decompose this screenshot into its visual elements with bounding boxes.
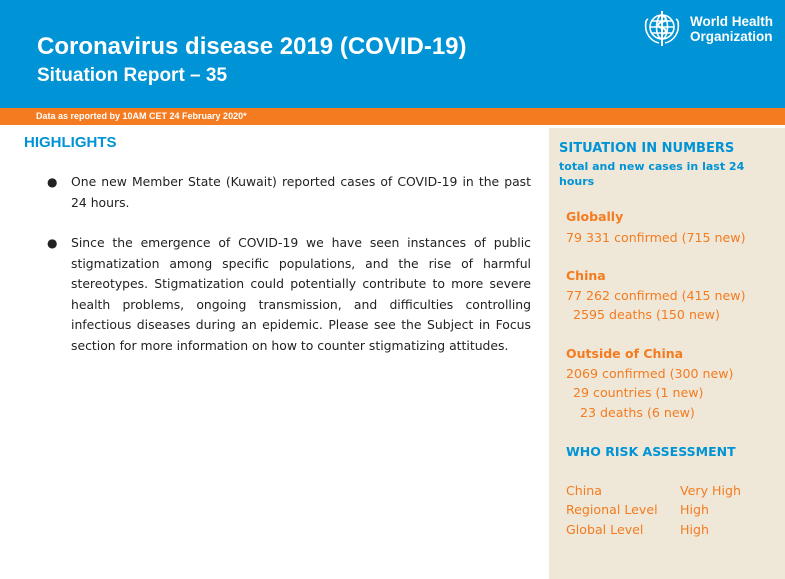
highlights-heading: HIGHLIGHTS [24, 134, 117, 151]
data-note: Data as reported by 10AM CET 24 February 2020* [36, 111, 247, 121]
risk-level-label: Global Level [566, 522, 644, 537]
highlight-item [47, 172, 531, 213]
who-wordmark [690, 14, 773, 44]
bullet-icon: ● [47, 175, 58, 189]
report-subtitle: Situation Report – 35 [37, 65, 228, 86]
risk-heading: WHO RISK ASSESSMENT [566, 444, 736, 459]
risk-row [566, 501, 776, 519]
who-wordmark-line1: World Health [690, 14, 774, 29]
risk-level-value: High [680, 502, 709, 517]
risk-level-label: China [566, 483, 602, 498]
china-title: China [566, 268, 606, 283]
situation-subheading: total and new cases in last 24 hours [559, 160, 745, 188]
highlight-text: Since the emergence of COVID-19 we have seen instances of public stigmatization among specific populations, and the rise of harmful stereotypes. Stigmatization could potentially contribute to more severe health problems, ongoing transmission, and difficulties controlling infectious diseases during an epidemic. Please see the Subject in Focus section for more information on how to counter stigmatizing attitudes. [71, 235, 531, 353]
situation-heading: SITUATION IN NUMBERS [559, 141, 735, 156]
globally-confirmed: 79 331 confirmed (715 new) [566, 230, 746, 245]
risk-row [566, 482, 776, 500]
highlights-list [47, 172, 531, 376]
globally-title: Globally [566, 209, 624, 224]
highlight-item [47, 233, 531, 356]
highlight-text: One new Member State (Kuwait) reported cases of COVID-19 in the past 24 hours. [71, 174, 531, 210]
who-logo [641, 8, 785, 48]
risk-level-label: Regional Level [566, 502, 658, 517]
who-wordmark-line2: Organization [690, 29, 773, 44]
risk-level-value: Very High [680, 483, 741, 498]
risk-row [566, 521, 776, 539]
risk-level-value: High [680, 522, 709, 537]
bullet-icon: ● [47, 236, 58, 250]
who-emblem-icon [641, 8, 683, 48]
china-deaths: 2595 deaths (150 new) [573, 307, 720, 322]
china-confirmed: 77 262 confirmed (415 new) [566, 288, 746, 303]
outside-china-title: Outside of China [566, 346, 684, 361]
outside-china-countries: 29 countries (1 new) [573, 385, 704, 400]
report-title: Coronavirus disease 2019 (COVID-19) [37, 33, 467, 60]
outside-china-confirmed: 2069 confirmed (300 new) [566, 366, 734, 381]
outside-china-deaths: 23 deaths (6 new) [580, 405, 695, 420]
